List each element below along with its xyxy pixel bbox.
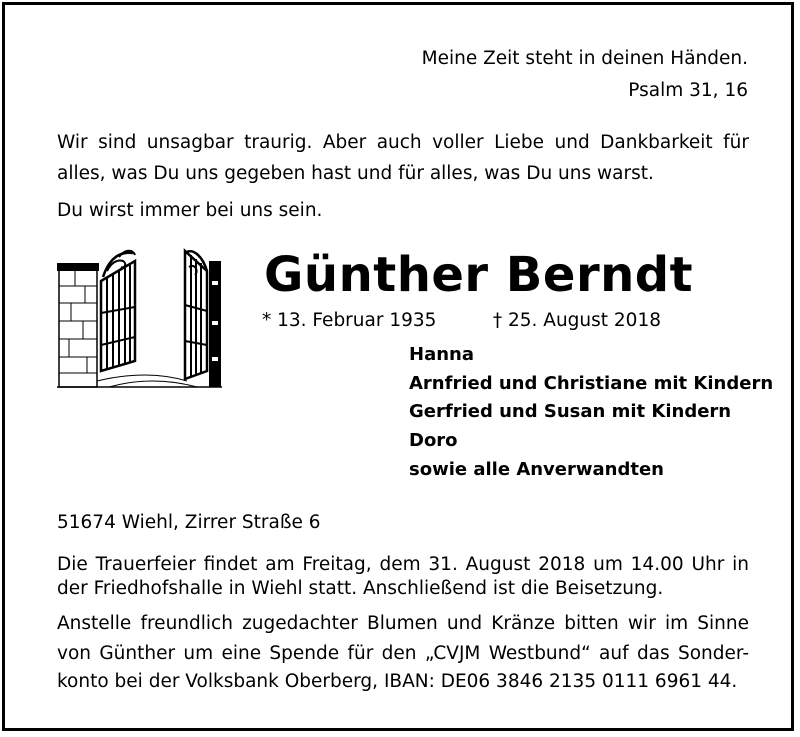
donation-line-2: von Günther um eine Spende für den „CVJM Westbund“ auf das Sonder- <box>57 643 749 664</box>
funeral-line-2: der Friedhofshalle in Wiehl statt. Anschließend ist die Beisetzung. <box>57 578 664 599</box>
birth-date: * 13. Februar 1935 <box>262 310 437 331</box>
mourner-item: sowie alle Anverwandten <box>409 458 664 480</box>
mourner-item: Hanna <box>409 344 474 365</box>
funeral-line-1: Die Trauerfeier findet am Freitag, dem 31. August 2018 um 14.00 Uhr in <box>57 554 749 575</box>
motto-quote: Meine Zeit steht in deinen Händen. <box>421 48 748 69</box>
obituary-notice <box>2 2 794 731</box>
intro-line-3: Du wirst immer bei uns sein. <box>57 200 323 221</box>
deceased-name: Günther Berndt <box>264 247 694 303</box>
motto-source: Psalm 31, 16 <box>628 80 748 101</box>
intro-line-2: alles, was Du uns gegeben hast und für alles, was Du uns warst. <box>57 163 654 184</box>
mourner-item: Gerfried und Susan mit Kindern <box>409 401 732 423</box>
mourner-item: Doro <box>409 430 458 452</box>
donation-line-1: Anstelle freundlich zugedachter Blumen und Kränze bitten wir im Sinne <box>57 613 749 634</box>
address: 51674 Wiehl, Zirrer Straße 6 <box>57 512 321 533</box>
open-gate-icon <box>57 241 222 391</box>
death-date: † 25. August 2018 <box>492 310 661 331</box>
intro-line-1: Wir sind unsagbar traurig. Aber auch voller Liebe und Dankbarkeit für <box>57 132 749 153</box>
donation-line-3: konto bei der Volksbank Oberberg, IBAN: DE06 3846 2135 0111 6961 44. <box>57 671 738 692</box>
mourners-list <box>409 344 773 487</box>
mourner-item: Arnfried und Christiane mit Kindern <box>409 372 774 394</box>
